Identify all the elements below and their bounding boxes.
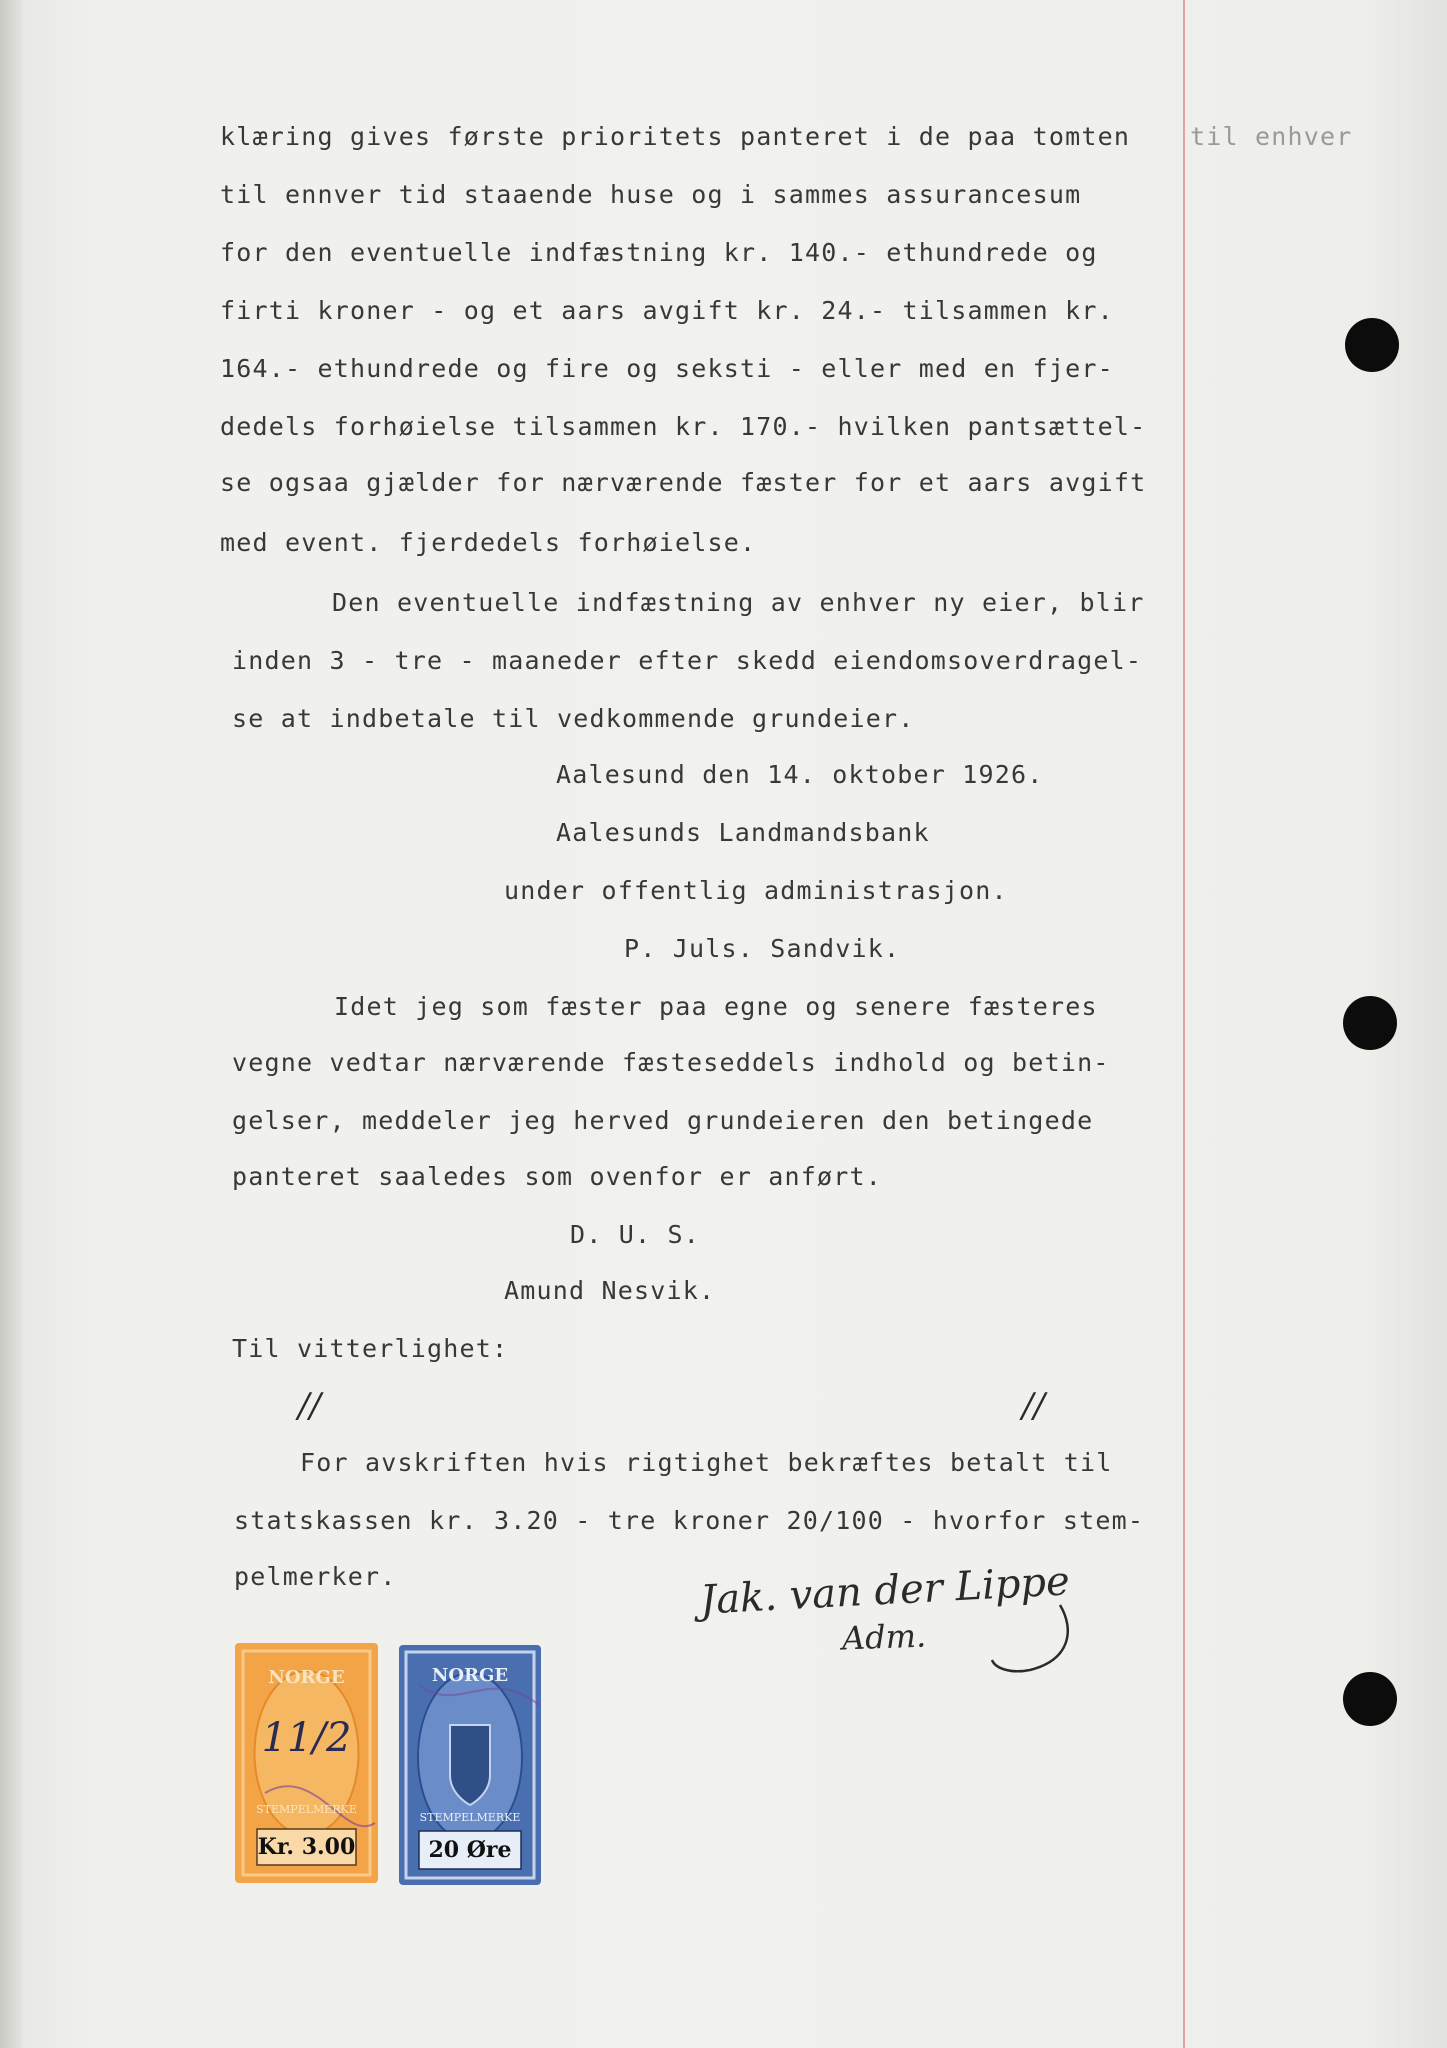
ditto-mark: //	[1022, 1386, 1045, 1426]
stamp-value: 20 Øre	[428, 1837, 512, 1863]
punch-hole	[1345, 318, 1399, 372]
text-line: se ogsaa gjælder for nærværende fæster for et aars avgift	[220, 468, 1147, 497]
ditto-mark: //	[298, 1386, 321, 1426]
text-line: for den eventuelle indfæstning kr. 140.- ethundrede og	[220, 238, 1098, 267]
text-line: inden 3 - tre - maaneder efter skedd eiendomsoverdragel-	[232, 646, 1143, 675]
stamp-handwriting: 11/2	[261, 1715, 352, 1761]
stamp-country: NORGE	[268, 1667, 345, 1688]
text-line: se at indbetale til vedkommende grundeier.	[232, 704, 915, 733]
punch-hole	[1343, 1672, 1397, 1726]
margin-overflow-text: til enhver	[1190, 122, 1353, 151]
stamp-value: Kr. 3.00	[257, 1834, 356, 1860]
place-date: Aalesund den 14. oktober 1926.	[556, 760, 1044, 789]
text-line: gelser, meddeler jeg herved grundeieren den betingede	[232, 1106, 1094, 1135]
handwritten-signature: Jak. van der Lippe	[699, 1558, 1071, 1624]
text-line: klæring gives første prioritets panteret i de paa tomten	[220, 122, 1131, 151]
stamp-caption: STEMPELMERKE	[256, 1803, 357, 1816]
stamp-caption: STEMPELMERKE	[419, 1811, 521, 1824]
text-line: til ennver tid staaende huse og i sammes assurancesum	[220, 180, 1082, 209]
signatory-name: P. Juls. Sandvik.	[624, 934, 901, 963]
signature-flourish	[990, 1600, 1080, 1680]
text-line: med event. fjerdedels forhøielse.	[220, 528, 757, 557]
signatory-name: Amund Nesvik.	[504, 1276, 716, 1305]
bank-administration: under offentlig administrasjon.	[504, 876, 1008, 905]
text-line: statskassen kr. 3.20 - tre kroner 20/100 - hvorfor stem-	[234, 1506, 1145, 1535]
text-line: Idet jeg som fæster paa egne og senere fæsteres	[334, 992, 1098, 1021]
witness-label: Til vitterlighet:	[232, 1334, 509, 1363]
text-line: vegne vedtar nærværende fæsteseddels indhold og betin-	[232, 1048, 1110, 1077]
text-line: pelmerker.	[234, 1562, 397, 1591]
dus-mark: D. U. S.	[570, 1220, 701, 1249]
bank-name: Aalesunds Landmandsbank	[556, 818, 930, 847]
text-line: For avskriften hvis rigtighet bekræftes betalt til	[300, 1448, 1113, 1477]
margin-rule	[1183, 0, 1185, 2048]
stamp-kr-3	[235, 1643, 378, 1883]
text-line: 164.- ethundrede og fire og seksti - eller med en fjer-	[220, 354, 1114, 383]
stamp-20-ore	[399, 1645, 541, 1885]
text-line: dedels forhøielse tilsammen kr. 170.- hvilken pantsættel-	[220, 412, 1147, 441]
handwritten-signature-title: Adm.	[841, 1616, 927, 1658]
text-line: firti kroner - og et aars avgift kr. 24.- tilsammen kr.	[220, 296, 1114, 325]
text-line: Den eventuelle indfæstning av enhver ny eier, blir	[332, 588, 1145, 617]
stamp-country: NORGE	[431, 1665, 509, 1686]
text-line: panteret saaledes som ovenfor er anført.	[232, 1162, 883, 1191]
page-edge	[0, 0, 22, 2048]
punch-hole	[1343, 996, 1397, 1050]
